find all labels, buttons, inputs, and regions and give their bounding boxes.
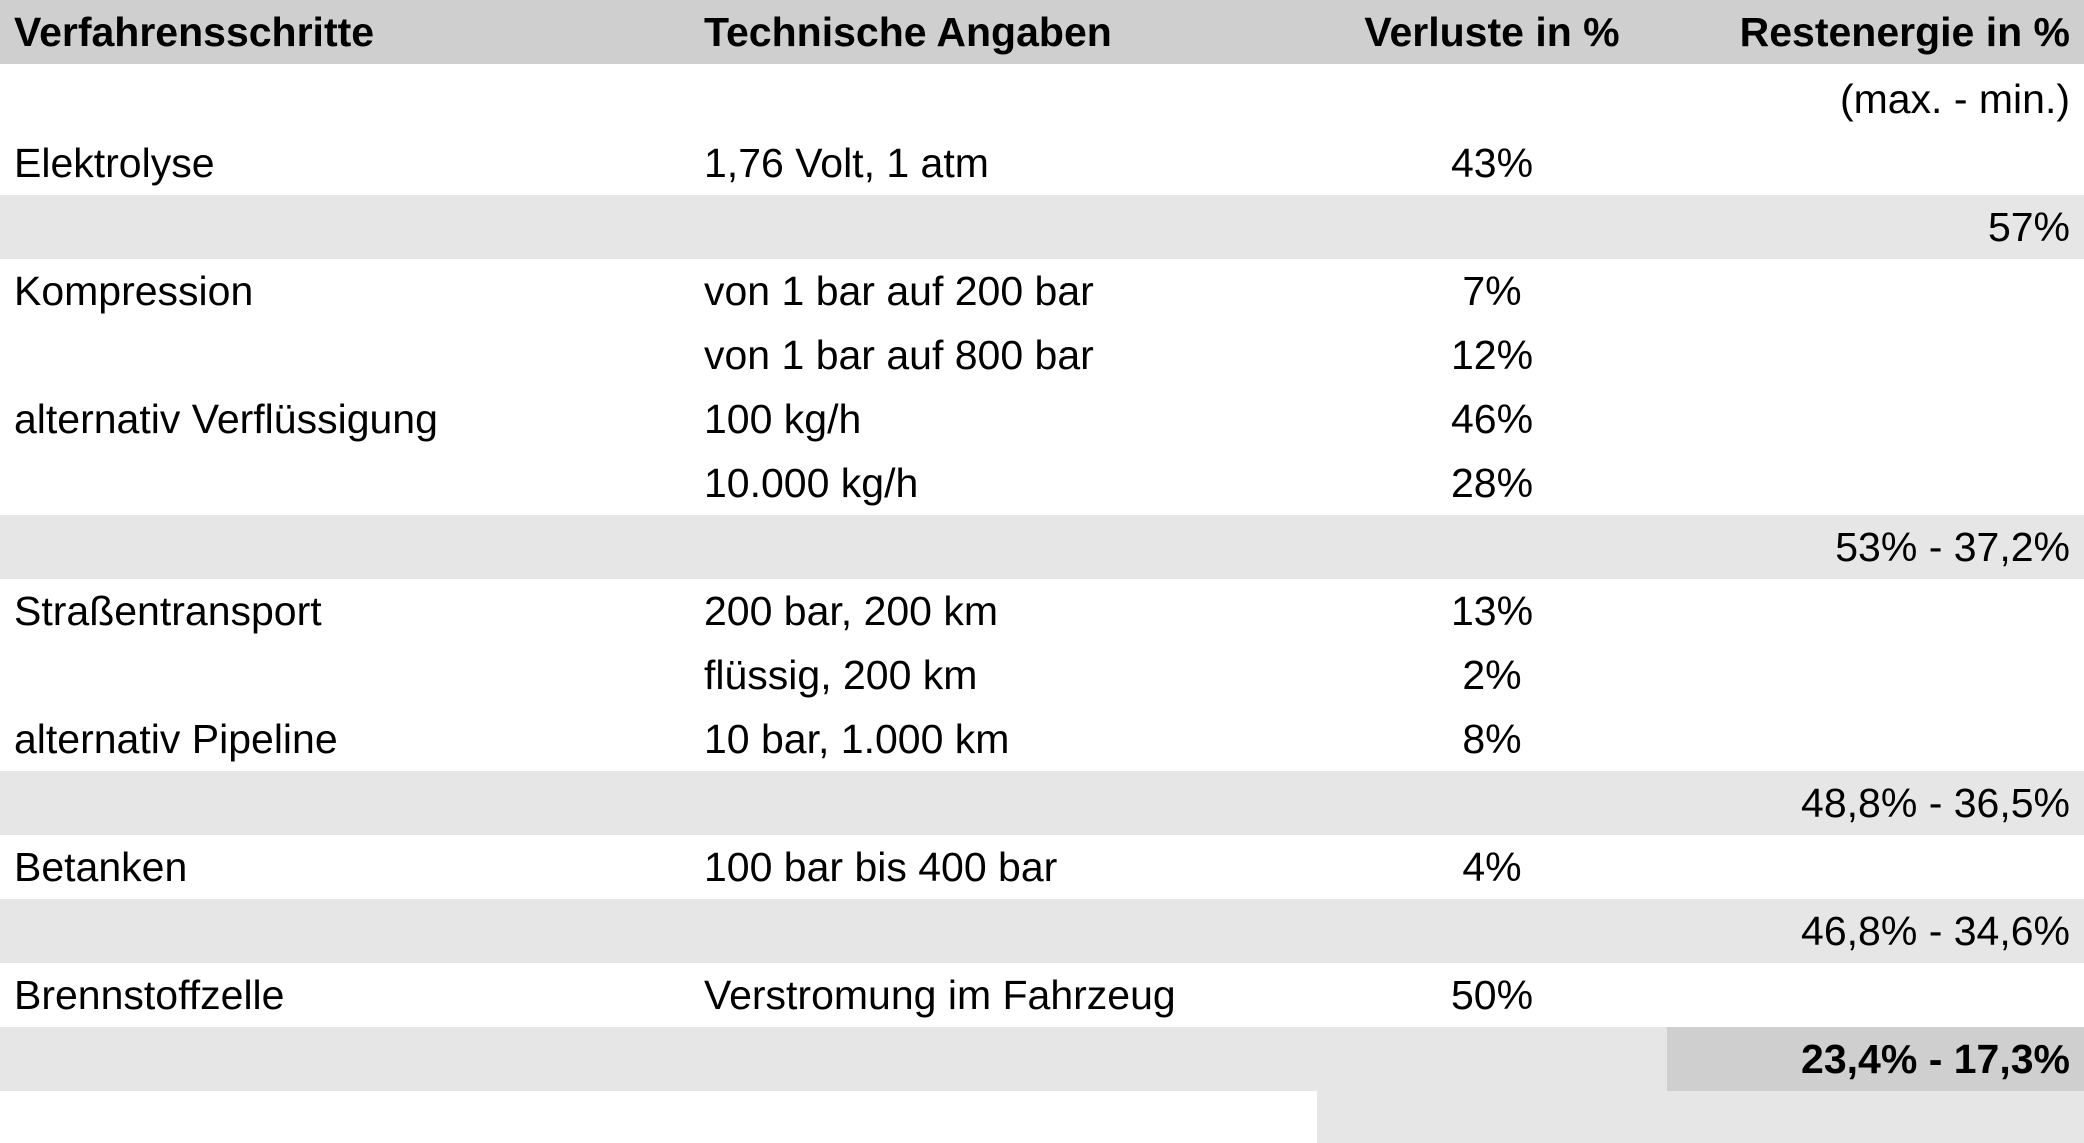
column-header-restenergie: Restenergie in % <box>1667 0 2084 66</box>
cell-rest <box>1667 835 2084 899</box>
cell-step: Straßentransport <box>0 579 690 643</box>
cell-loss <box>1317 515 1667 579</box>
cell-tech <box>690 771 1317 835</box>
cell-step <box>0 1091 690 1143</box>
cell-loss: 4% <box>1317 835 1667 899</box>
cell-loss: 12% <box>1317 323 1667 387</box>
table-body <box>0 66 2084 1143</box>
table-row <box>0 515 2084 579</box>
cell-step <box>0 515 690 579</box>
cell-rest <box>1667 131 2084 195</box>
cell-rest: 46,8% - 34,6% <box>1667 899 2084 963</box>
cell-loss <box>1317 1027 1667 1091</box>
cell-rest-total: 23,4% - 17,3% <box>1667 1027 2084 1091</box>
cell-loss <box>1317 1091 1667 1143</box>
cell-tech <box>690 195 1317 259</box>
cell-loss: 46% <box>1317 387 1667 451</box>
cell-step <box>0 899 690 963</box>
cell-step: Brennstoffzelle <box>0 963 690 1027</box>
cell-tech <box>690 1091 1317 1143</box>
cell-tech: 100 kg/h <box>690 387 1317 451</box>
cell-rest: (max. - min.) <box>1667 66 2084 132</box>
table-row <box>0 195 2084 259</box>
cell-rest <box>1667 451 2084 515</box>
cell-rest <box>1667 259 2084 323</box>
cell-tech: 200 bar, 200 km <box>690 579 1317 643</box>
cell-loss: 50% <box>1317 963 1667 1027</box>
table-row <box>0 66 2084 132</box>
cell-rest <box>1667 387 2084 451</box>
cell-rest <box>1667 323 2084 387</box>
table-row <box>0 835 2084 899</box>
cell-tech: 10 bar, 1.000 km <box>690 707 1317 771</box>
table-row-total <box>0 1027 2084 1091</box>
cell-rest: 53% - 37,2% <box>1667 515 2084 579</box>
table-row <box>0 451 2084 515</box>
cell-step <box>0 1027 690 1091</box>
cell-rest <box>1667 707 2084 771</box>
cell-step <box>0 451 690 515</box>
cell-step: alternativ Pipeline <box>0 707 690 771</box>
table-row <box>0 323 2084 387</box>
table-row <box>0 963 2084 1027</box>
table-row <box>0 643 2084 707</box>
cell-step <box>0 66 690 132</box>
table-row <box>0 131 2084 195</box>
cell-loss: 7% <box>1317 259 1667 323</box>
table-row <box>0 579 2084 643</box>
cell-rest: 57% <box>1667 195 2084 259</box>
table-row <box>0 707 2084 771</box>
cell-step: Betanken <box>0 835 690 899</box>
cell-loss: 8% <box>1317 707 1667 771</box>
cell-tech: flüssig, 200 km <box>690 643 1317 707</box>
cell-step: Kompression <box>0 259 690 323</box>
cell-rest <box>1667 579 2084 643</box>
cell-loss <box>1317 771 1667 835</box>
cell-step <box>0 323 690 387</box>
cell-tech: 100 bar bis 400 bar <box>690 835 1317 899</box>
cell-tech <box>690 1027 1317 1091</box>
table-row <box>0 1091 2084 1143</box>
cell-tech <box>690 899 1317 963</box>
cell-loss <box>1317 195 1667 259</box>
cell-step <box>0 771 690 835</box>
column-header-technische-angaben: Technische Angaben <box>690 0 1317 66</box>
table-row <box>0 899 2084 963</box>
cell-tech: 1,76 Volt, 1 atm <box>690 131 1317 195</box>
cell-loss <box>1317 66 1667 132</box>
cell-loss <box>1317 899 1667 963</box>
cell-tech: von 1 bar auf 200 bar <box>690 259 1317 323</box>
cell-loss: 13% <box>1317 579 1667 643</box>
table-row <box>0 387 2084 451</box>
cell-rest: 48,8% - 36,5% <box>1667 771 2084 835</box>
cell-rest <box>1667 1091 2084 1143</box>
table-row <box>0 771 2084 835</box>
cell-rest <box>1667 643 2084 707</box>
table-row <box>0 259 2084 323</box>
cell-tech <box>690 66 1317 132</box>
cell-rest <box>1667 963 2084 1027</box>
cell-tech: von 1 bar auf 800 bar <box>690 323 1317 387</box>
cell-tech <box>690 515 1317 579</box>
cell-loss: 28% <box>1317 451 1667 515</box>
column-header-verfahrensschritte: Verfahrensschritte <box>0 0 690 66</box>
column-header-verluste: Verluste in % <box>1317 0 1667 66</box>
cell-tech: 10.000 kg/h <box>690 451 1317 515</box>
cell-loss: 2% <box>1317 643 1667 707</box>
cell-step <box>0 195 690 259</box>
cell-step: alternativ Verflüssigung <box>0 387 690 451</box>
table-header <box>0 0 2084 66</box>
cell-loss: 43% <box>1317 131 1667 195</box>
cell-tech: Verstromung im Fahrzeug <box>690 963 1317 1027</box>
cell-step <box>0 643 690 707</box>
table-header-row <box>0 0 2084 66</box>
cell-step: Elektrolyse <box>0 131 690 195</box>
